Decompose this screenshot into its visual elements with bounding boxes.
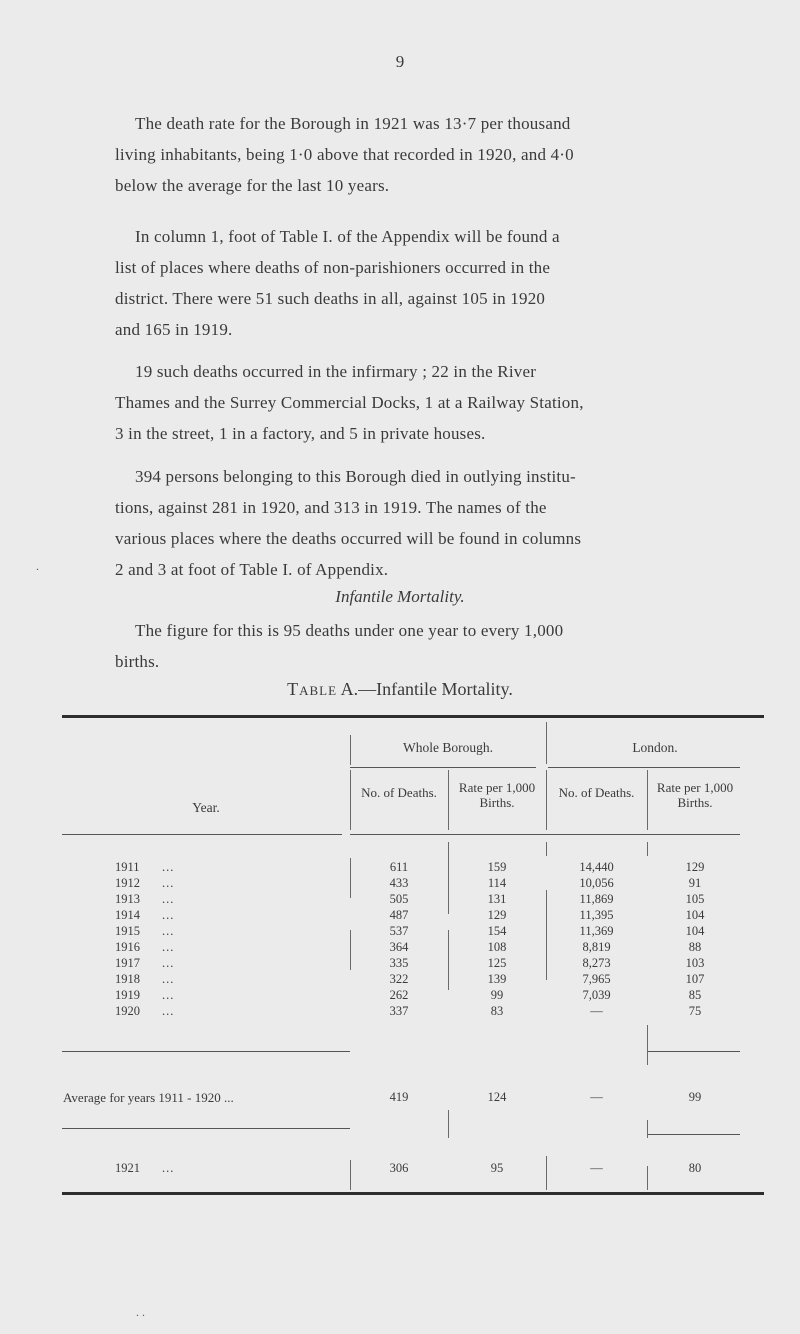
row-wb-deaths: 505 [389, 892, 409, 906]
row-ldn-deaths: 7,965 [582, 972, 611, 986]
paragraph-infantile-figure [115, 615, 737, 677]
leader-dots: ... [162, 924, 175, 938]
column-divider [647, 1120, 648, 1138]
header-whole-borough: Whole Borough. [403, 740, 493, 755]
row-ldn-deaths: 8,273 [582, 956, 611, 970]
header-ldn-deaths: No. of Deaths. [558, 785, 635, 800]
row-wb-rate: 99 [490, 988, 504, 1002]
leader-dots: ... [162, 988, 175, 1002]
text-line: living inhabitants, being 1·0 above that recorded in 1920, and 4·0 [115, 145, 574, 164]
column-divider [350, 770, 351, 830]
row-ldn-rate: 104 [685, 908, 705, 922]
table-caption-title: A.—Infantile Mortality. [340, 679, 513, 699]
row-wb-rate: 131 [487, 892, 507, 906]
row-wb-rate: 139 [487, 972, 507, 986]
text-line: 2 and 3 at foot of Table I. of Appendix. [115, 560, 389, 579]
text-line: various places where the deaths occurred will be found in columns [115, 529, 582, 548]
leader-dots: ... [162, 892, 175, 906]
average-ldn-rate: 99 [688, 1090, 702, 1104]
row-wb-deaths: 337 [389, 1004, 409, 1018]
row-wb-rate: 154 [487, 924, 507, 938]
row-wb-rate: 83 [490, 1004, 504, 1018]
row-wb-deaths: 487 [389, 908, 409, 922]
column-divider [647, 1025, 648, 1065]
final-ldn-rate: 80 [688, 1161, 702, 1175]
text-line: In column 1, foot of Table I. of the Appendix will be found a [135, 227, 560, 246]
row-ldn-rate: 88 [688, 940, 702, 954]
text-line: 394 persons belonging to this Borough died in outlying institu- [135, 467, 576, 486]
header-year: Year. [192, 800, 220, 815]
row-ldn-deaths: 7,039 [582, 988, 611, 1002]
text-line: 3 in the street, 1 in a factory, and 5 in private houses. [115, 424, 486, 443]
leader-dots: ... [162, 972, 175, 986]
leader-dots: ... [162, 876, 175, 890]
row-year: 1912 [115, 876, 140, 890]
final-wb-rate: 95 [490, 1161, 504, 1175]
final-ldn-deaths: — [590, 1161, 603, 1175]
leader-dots: ... [162, 860, 175, 874]
paragraph-non-parishioners [115, 221, 740, 345]
row-ldn-rate: 105 [685, 892, 705, 906]
header-subrule [350, 767, 536, 768]
average-label: Average for years 1911 - 1920 ... [63, 1090, 234, 1105]
row-year: 1913 [115, 892, 140, 906]
row-year: 1916 [115, 940, 140, 954]
text-line: 19 such deaths occurred in the infirmary ; 22 in the River [135, 362, 537, 381]
row-wb-deaths: 262 [389, 988, 409, 1002]
row-ldn-rate: 129 [685, 860, 705, 874]
paragraph-death-rate [115, 108, 740, 201]
row-wb-rate: 114 [487, 876, 507, 890]
table-top-rule [62, 715, 764, 718]
row-ldn-deaths: 8,819 [582, 940, 611, 954]
header-wb-deaths: No. of Deaths. [361, 785, 437, 800]
section-heading: Infantile Mortality. [335, 587, 465, 606]
row-year: 1919 [115, 988, 140, 1002]
table-bottom-rule [62, 1192, 764, 1195]
text-line: tions, against 281 in 1920, and 313 in 1919. The names of the [115, 498, 547, 517]
text-line: The death rate for the Borough in 1921 was 13·7 per thousand [135, 114, 571, 133]
row-year: 1920 [115, 1004, 140, 1018]
row-wb-deaths: 322 [389, 972, 409, 986]
header-subrule [548, 767, 740, 768]
row-wb-deaths: 335 [389, 956, 409, 970]
text-line: below the average for the last 10 years. [115, 176, 390, 195]
leader-dots: ... [162, 908, 175, 922]
header-wb-rate: Rate per 1,000 Births. [458, 780, 536, 810]
row-wb-rate: 108 [487, 940, 507, 954]
header-london: London. [632, 740, 678, 755]
header-ldn-rate: Rate per 1,000 Births. [656, 780, 734, 810]
row-year: 1914 [115, 908, 140, 922]
row-rule [648, 1051, 740, 1052]
row-wb-rate: 159 [487, 860, 507, 874]
paragraph-outlying-institutions [115, 461, 740, 585]
page-number: 9 [395, 52, 405, 71]
row-wb-rate: 125 [487, 956, 507, 970]
table-caption [0, 679, 800, 700]
scan-speck: . . [136, 1305, 145, 1319]
row-year: 1915 [115, 924, 140, 938]
row-rule [648, 1134, 740, 1135]
text-line: births. [115, 652, 160, 671]
row-wb-deaths: 364 [389, 940, 409, 954]
leader-dots: ... [162, 956, 175, 970]
row-ldn-deaths: 11,369 [579, 924, 614, 938]
row-ldn-deaths: 11,869 [579, 892, 614, 906]
row-ldn-rate: 75 [688, 1004, 702, 1018]
column-divider [546, 770, 547, 830]
row-ldn-deaths: 10,056 [579, 876, 614, 890]
row-rule [62, 1051, 350, 1052]
average-wb-deaths: 419 [389, 1090, 409, 1104]
row-ldn-rate: 85 [688, 988, 702, 1002]
row-ldn-rate: 104 [685, 924, 705, 938]
row-ldn-rate: 107 [685, 972, 705, 986]
average-ldn-deaths: — [590, 1090, 603, 1104]
row-wb-deaths: 433 [389, 876, 409, 890]
header-bottom-rule [62, 834, 342, 835]
final-wb-deaths: 306 [389, 1161, 409, 1175]
row-year: 1917 [115, 956, 140, 970]
text-line: and 165 in 1919. [115, 320, 233, 339]
leader-dots: ... [162, 1161, 175, 1175]
scan-speck: . [36, 559, 39, 573]
leader-dots: ... [162, 940, 175, 954]
paragraph-infirmary [115, 356, 740, 449]
row-wb-deaths: 537 [389, 924, 409, 938]
row-rule [62, 1128, 350, 1129]
text-line: district. There were 51 such deaths in all, against 105 in 1920 [115, 289, 546, 308]
column-divider [448, 1110, 449, 1138]
column-divider [647, 842, 648, 856]
text-line: list of places where deaths of non-parishioners occurred in the [115, 258, 551, 277]
average-wb-rate: 124 [487, 1090, 507, 1104]
row-year: 1918 [115, 972, 140, 986]
row-ldn-deaths: — [590, 1004, 603, 1018]
row-wb-rate: 129 [487, 908, 507, 922]
column-divider [546, 842, 547, 856]
row-year: 1911 [115, 860, 140, 874]
header-bottom-rule [350, 834, 740, 835]
text-line: The figure for this is 95 deaths under one year to every 1,000 [135, 621, 564, 640]
leader-dots: ... [162, 1004, 175, 1018]
final-year: 1921 [115, 1161, 140, 1175]
row-ldn-deaths: 14,440 [579, 860, 614, 874]
row-wb-deaths: 611 [389, 860, 409, 874]
row-ldn-rate: 91 [688, 876, 702, 890]
row-ldn-rate: 103 [685, 956, 705, 970]
table-caption-prefix: Table [287, 679, 338, 699]
row-ldn-deaths: 11,395 [579, 908, 614, 922]
text-line: Thames and the Surrey Commercial Docks, 1 at a Railway Station, [115, 393, 584, 412]
